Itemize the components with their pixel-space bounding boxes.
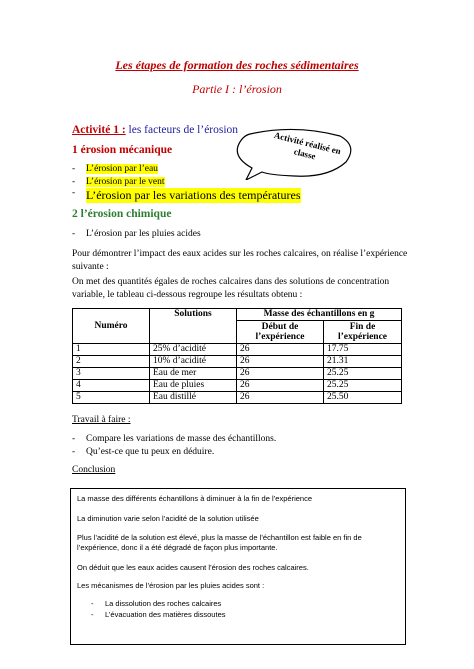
conclusion-line: La diminution varie selon l’acidité de la solution utilisée bbox=[77, 514, 259, 523]
activity-label: Activité 1 : bbox=[72, 124, 126, 136]
activity-heading bbox=[72, 124, 238, 136]
results-table bbox=[72, 308, 402, 404]
col-fin: Fin de l’expérience bbox=[324, 321, 402, 344]
conclusion-heading: Conclusion bbox=[72, 465, 116, 475]
conclusion-line: La masse des différents échantillons à diminuer à la fin de l’expérience bbox=[77, 494, 312, 503]
work-item: - Compare les variations de masse des échantillons. bbox=[72, 434, 277, 444]
col-debut: Début de l’expérience bbox=[237, 321, 324, 344]
conclusion-item: - L’évacuation des matières dissoutes bbox=[91, 610, 226, 619]
table-row: 3 Eau de mer 26 25.25 bbox=[73, 368, 402, 380]
conclusion-line: Plus l’acidité de la solution est élevé, plus la masse de l’échantillon est faible en fin de l’expérience, donc il a été dégradé de façon plus importante. bbox=[77, 533, 362, 552]
conclusion-line: On déduit que les eaux acides causent l’érosion des roches calcaires. bbox=[77, 563, 309, 572]
col-numero: Numéro bbox=[73, 309, 150, 344]
page-subtitle: Partie I : l’érosion bbox=[192, 82, 282, 96]
conclusion-box bbox=[70, 488, 406, 645]
col-masse: Masse des échantillons en g bbox=[237, 309, 402, 321]
col-solutions: Solutions bbox=[150, 309, 237, 344]
section1-heading: 1 érosion mécanique bbox=[72, 144, 173, 156]
conclusion-line: Les mécanismes de l’érosion par les pluies acides sont : bbox=[77, 581, 265, 590]
table-row: 5 Eau distillé 26 25.50 bbox=[73, 392, 402, 404]
section1-item: - L’érosion par le vent bbox=[72, 177, 165, 187]
table-row: 1 25% d’acidité 26 17.75 bbox=[73, 344, 402, 356]
section2-item: - L’érosion par les pluies acides bbox=[72, 229, 201, 239]
section2-heading: 2 l’érosion chimique bbox=[72, 208, 172, 220]
page-title: Les étapes de formation des roches sédimentaires bbox=[115, 58, 359, 72]
conclusion-item: - La dissolution des roches calcaires bbox=[91, 599, 222, 608]
work-item: - Qu’est-ce que tu peux en déduire. bbox=[72, 447, 215, 457]
activity-text: les facteurs de l’érosion bbox=[125, 124, 239, 136]
speech-bubble-text: Activité réalisé en classe bbox=[273, 130, 342, 162]
work-heading: Travail à faire : bbox=[72, 415, 131, 425]
table-row: 4 Eau de pluies 26 25.25 bbox=[73, 380, 402, 392]
table-row: 2 10% d’acidité 26 21.31 bbox=[73, 356, 402, 368]
section1-item: - L’érosion par l’eau bbox=[72, 164, 158, 174]
method-paragraph: On met des quantités égales de roches calcaires dans des solutions de concentration variable, le tableau ci-dessous regroupe les résultats obtenu : bbox=[72, 277, 390, 300]
section1-item: - L’érosion par les variations des températures bbox=[72, 188, 301, 202]
intro-paragraph: Pour démontrer l’impact des eaux acides sur les roches calcaires, on réalise l’expérience suivante : bbox=[72, 249, 408, 272]
